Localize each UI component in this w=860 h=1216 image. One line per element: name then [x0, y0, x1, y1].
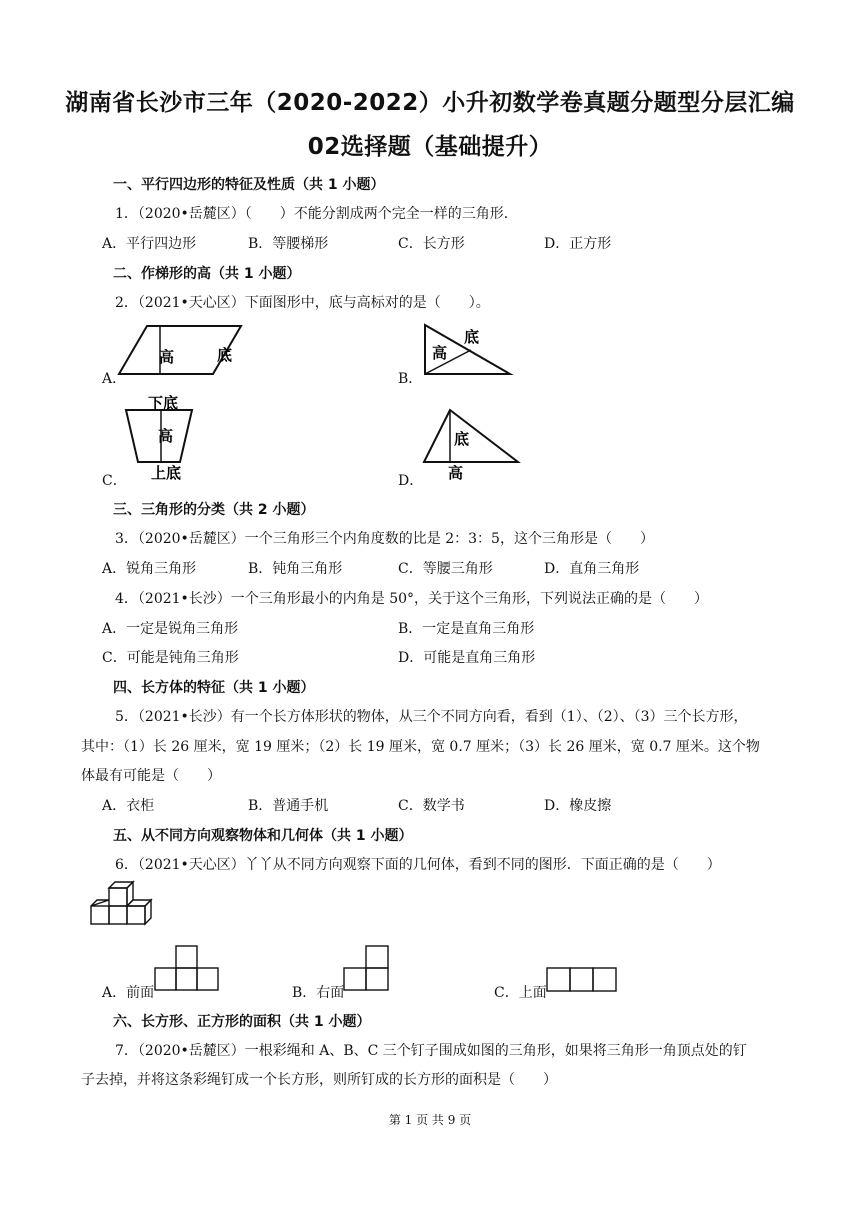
- q4-option-c: C．可能是钝角三角形: [102, 650, 239, 666]
- q3-option-a: A．锐角三角形: [102, 561, 197, 577]
- q6-option-c-view: [547, 966, 619, 994]
- q1-option-c: C．长方形: [398, 236, 465, 252]
- q3-option-d: D．直角三角形: [544, 561, 640, 577]
- q6-option-a-view: [155, 944, 221, 992]
- document-title-line2: 02选择题（基础提升）: [307, 134, 553, 160]
- fig-c-lower-base-label: 下底: [148, 394, 179, 412]
- question-5-line3: 体最有可能是（ ）: [81, 768, 221, 784]
- question-5-line2: 其中：（1）长 26 厘米，宽 19 厘米；（2）长 19 厘米，宽 0.7 厘米；（3）长 26 厘米，宽 0.7 厘米。这个物: [81, 739, 760, 755]
- q2-figure-a-parallelogram: [117, 322, 247, 378]
- fig-a-height-label: 高: [159, 348, 175, 366]
- q2-figure-c-trapezoid: [124, 396, 196, 482]
- q5-option-c: C．数学书: [398, 798, 465, 814]
- fig-c-upper-base-label: 上底: [151, 464, 182, 482]
- section-heading: 五、从不同方向观察物体和几何体（共 1 小题）: [113, 828, 413, 844]
- q5-option-a: A．衣柜: [102, 798, 155, 814]
- q3-option-b: B．钝角三角形: [248, 561, 343, 577]
- q6-option-b-view: [344, 944, 392, 992]
- q6-option-c: C．上面: [494, 985, 547, 1001]
- fig-a-base-label: 底: [217, 346, 233, 364]
- q2-option-c: C．: [102, 473, 127, 489]
- q5-option-b: B．普通手机: [248, 798, 329, 814]
- q4-option-a: A．一定是锐角三角形: [102, 621, 239, 637]
- q5-option-d: D．橡皮擦: [544, 798, 612, 814]
- q2-option-b: B．: [398, 371, 423, 387]
- fig-d-base-label: 底: [454, 430, 470, 448]
- q1-option-a: A．平行四边形: [102, 236, 197, 252]
- q1-option-b: B．等腰梯形: [248, 236, 329, 252]
- q6-option-b: B．右面: [292, 985, 345, 1001]
- page-footer: 第 1 页 共 9 页: [388, 1113, 472, 1127]
- question-2-stem: 2．（2021•天心区）下面图形中，底与高标对的是（ ）。: [115, 295, 490, 311]
- question-3-stem: 3．（2020•岳麓区）一个三角形三个内角度数的比是 2：3：5，这个三角形是（ ）: [115, 531, 654, 547]
- fig-b-height-label: 高: [432, 344, 448, 362]
- q2-option-a: A．: [102, 371, 127, 387]
- q2-figure-b-triangle: [422, 322, 514, 378]
- q4-option-b: B．一定是直角三角形: [398, 621, 535, 637]
- q6-option-a: A．前面: [102, 985, 155, 1001]
- q4-option-d: D．可能是直角三角形: [398, 650, 536, 666]
- section-heading: 一、平行四边形的特征及性质（共 1 小题）: [113, 177, 385, 193]
- question-7-line2: 子去掉，并将这条彩绳钉成一个长方形，则所钉成的长方形的面积是（ ）: [81, 1072, 557, 1088]
- document-title-line1: 湖南省长沙市三年（2020-2022）小升初数学卷真题分题型分层汇编: [65, 90, 795, 116]
- section-heading: 二、作梯形的高（共 1 小题）: [113, 266, 301, 282]
- q3-option-c: C．等腰三角形: [398, 561, 493, 577]
- question-7-line1: 7．（2020•岳麓区）一根彩绳和 A、B、C 三个钉子围成如图的三角形，如果将三角形一角顶点处的钉: [115, 1043, 747, 1059]
- section-heading: 三、三角形的分类（共 2 小题）: [113, 502, 315, 518]
- question-1-stem: 1．（2020•岳麓区）（ ）不能分割成两个完全一样的三角形．: [115, 206, 518, 222]
- q1-option-d: D．正方形: [544, 236, 612, 252]
- fig-c-height-label: 高: [158, 427, 174, 445]
- section-heading: 六、长方形、正方形的面积（共 1 小题）: [113, 1014, 371, 1030]
- question-5-line1: 5．（2021•长沙）有一个长方体形状的物体，从三个不同方向看，看到（1）、（2）、（3）三个长方形，: [115, 709, 748, 725]
- q6-geometric-solid-figure: [84, 880, 154, 928]
- section-heading: 四、长方体的特征（共 1 小题）: [113, 680, 315, 696]
- question-4-stem: 4．（2021•长沙）一个三角形最小的内角是 50°，关于这个三角形，下列说法正确的是（ ）: [115, 591, 709, 607]
- question-6-stem: 6．（2021•天心区）丫丫从不同方向观察下面的几何体，看到不同的图形．下面正确的是（ ）: [115, 857, 721, 873]
- q2-figure-d-triangle: [422, 408, 522, 482]
- fig-d-height-label: 高: [448, 464, 464, 482]
- q2-option-d: D．: [398, 473, 424, 489]
- fig-b-base-label: 底: [464, 328, 480, 346]
